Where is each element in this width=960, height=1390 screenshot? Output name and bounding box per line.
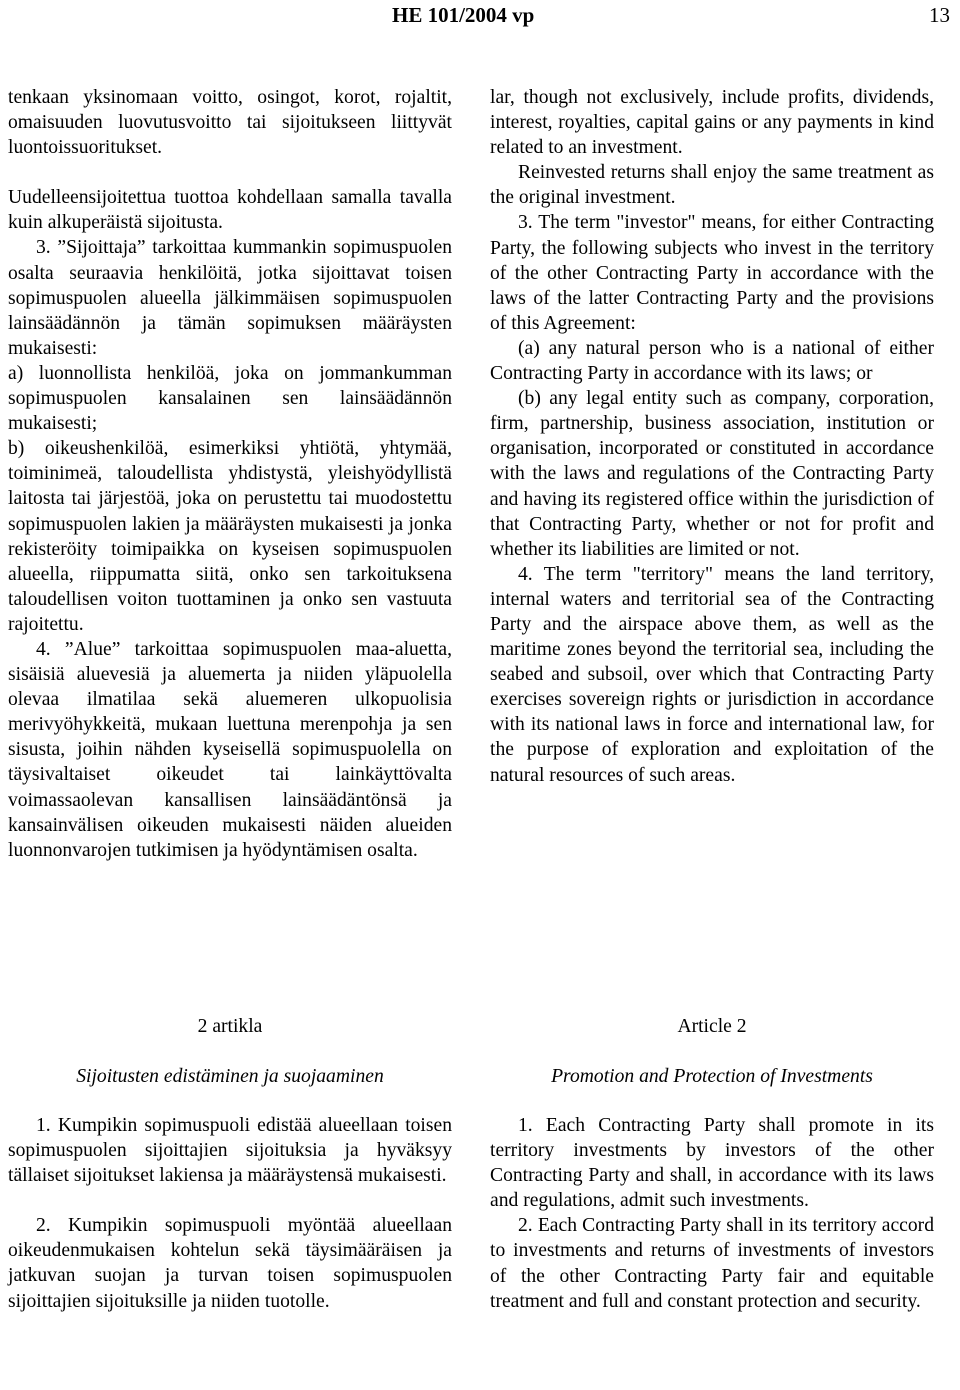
- finnish-column-top: [8, 85, 452, 863]
- paragraph-gap: [8, 160, 452, 185]
- paragraph: tenkaan yksinomaan voitto, osingot, korot, rojaltit, omaisuuden luovutusvoitto tai sijoitukseen liittyvät luontoissuoritukset.: [8, 87, 452, 159]
- document-id: HE 101/2004 vp: [392, 3, 535, 27]
- paragraph: 2. Kumpikin sopimuspuoli myöntää alueellaan oikeudenmukaisen kohtelun sekä täysimääräisen ja jatkuvan suojan ja turvan toisen sopimuspuolen sijoittajien sijoituksille ja niiden tuotolle.: [8, 1215, 452, 1312]
- paragraph: 2. Each Contracting Party shall in its territory accord to investments and returns of investments of investors of the other Contracting Party fair and equitable treatment and full and constant protection and security.: [490, 1215, 934, 1312]
- paragraph: b) oikeushenkilöä, esimerkiksi yhtiötä, yhtymää, toiminimeä, taloudellista yhdistystä, yleishyödyllistä laitosta tai järjestöä, joka on perustettu tai muodostettu sopimuspuolen lakien ja määräysten mukaisesti ja jonka rekisteröity toimipaikka on kyseisen sopimuspuolen alueella, riippumatta siitä, onko sen tarkoituksena taloudellisen voiton tuottaminen ja onko sen vastuuta rajoitettu.: [8, 438, 452, 635]
- paragraph: 1. Kumpikin sopimuspuoli edistää alueellaan toisen sopimuspuolen sijoittajien sijoituksia ja hyväksyy tällaiset sijoitukset lakiensa ja määräystensä mukaisesti.: [8, 1115, 452, 1187]
- english-article-subtitle: Promotion and Protection of Investments: [551, 1066, 873, 1087]
- paragraph: 1. Each Contracting Party shall promote in its territory investments by investors of the other Contracting Party and shall, in accordance with its laws and regulations, admit such investments.: [490, 1115, 934, 1212]
- english-column-top: [490, 85, 934, 788]
- page-number: 13: [929, 3, 950, 27]
- finnish-column-bottom: [8, 1113, 452, 1314]
- paragraph: Uudelleensijoitettua tuottoa kohdellaan samalla tavalla kuin alkuperäistä sijoitusta.: [8, 187, 452, 234]
- paragraph: lar, though not exclusively, include profits, dividends, interest, royalties, capital gains or any payments in kind related to an investment.: [490, 87, 934, 159]
- paragraph: 4. The term "territory" means the land territory, internal waters and territorial sea of the Contracting Party and the airspace above them, as well as the maritime zones beyond the territorial sea, including the seabed and subsoil, over which that Contracting Party exercises sovereign rights or jurisdiction in accordance with its national laws in force and international law, for the purpose of exploration and exploitation of the natural resources of such areas.: [490, 563, 934, 786]
- finnish-article-subtitle: Sijoitusten edistäminen ja suojaaminen: [76, 1066, 384, 1087]
- finnish-article-title: 2 artikla: [197, 1016, 263, 1037]
- paragraph-gap: [8, 1188, 452, 1213]
- english-article-title: Article 2: [677, 1016, 747, 1037]
- paragraph: 3. ”Sijoittaja” tarkoittaa kummankin sopimuspuolen osalta seuraavia henkilöitä, jotka sijoittavat toisen sopimuspuolen alueella jälkimmäisen sopimuspuolen lainsäädännön ja tämän sopimuksen määräysten mukaisesti:: [8, 237, 452, 359]
- paragraph: a) luonnollista henkilöä, joka on jommankumman sopimuspuolen kansalainen sen lainsäädännön mukaisesti;: [8, 362, 452, 435]
- paragraph: (a) any natural person who is a national of either Contracting Party in accordance with its laws; or: [490, 337, 934, 385]
- paragraph: 4. ”Alue” tarkoittaa sopimuspuolen maa-aluetta, sisäisiä aluevesiä ja aluemerta ja niiden yläpuolella olevaa ilmatilaa sekä aluemeren ulkopuolisia merivyöhykkeitä, mukaan luettuna merenpohja ja sen sisusta, joihin nähden kyseisellä sopimuspuolella on täysivaltaiset oikeudet tai lainkäyttövalta voimassaolevan kansallisen lainsäädäntönsä ja kansainvälisen oikeuden mukaisesti näiden alueiden luonnonvarojen tutkimisen ja hyödyntämisen osalta.: [8, 638, 452, 861]
- paragraph: Reinvested returns shall enjoy the same treatment as the original investment.: [490, 162, 934, 209]
- english-column-bottom: [490, 1113, 934, 1314]
- page-header: [0, 0, 960, 34]
- paragraph: (b) any legal entity such as company, corporation, firm, partnership, business association, institution or organisation, incorporated or constituted in accordance with the laws and regulations of the Contracting Party and having its registered office within the jurisdiction of that Contracting Party, whether or not for profit and whether its liabilities are limited or not.: [490, 388, 934, 560]
- paragraph: 3. The term "investor" means, for either Contracting Party, the following subjects who invest in the territory of the other Contracting Party in accordance with the laws of the latter Contracting Party and the provisions of this Agreement:: [490, 212, 934, 334]
